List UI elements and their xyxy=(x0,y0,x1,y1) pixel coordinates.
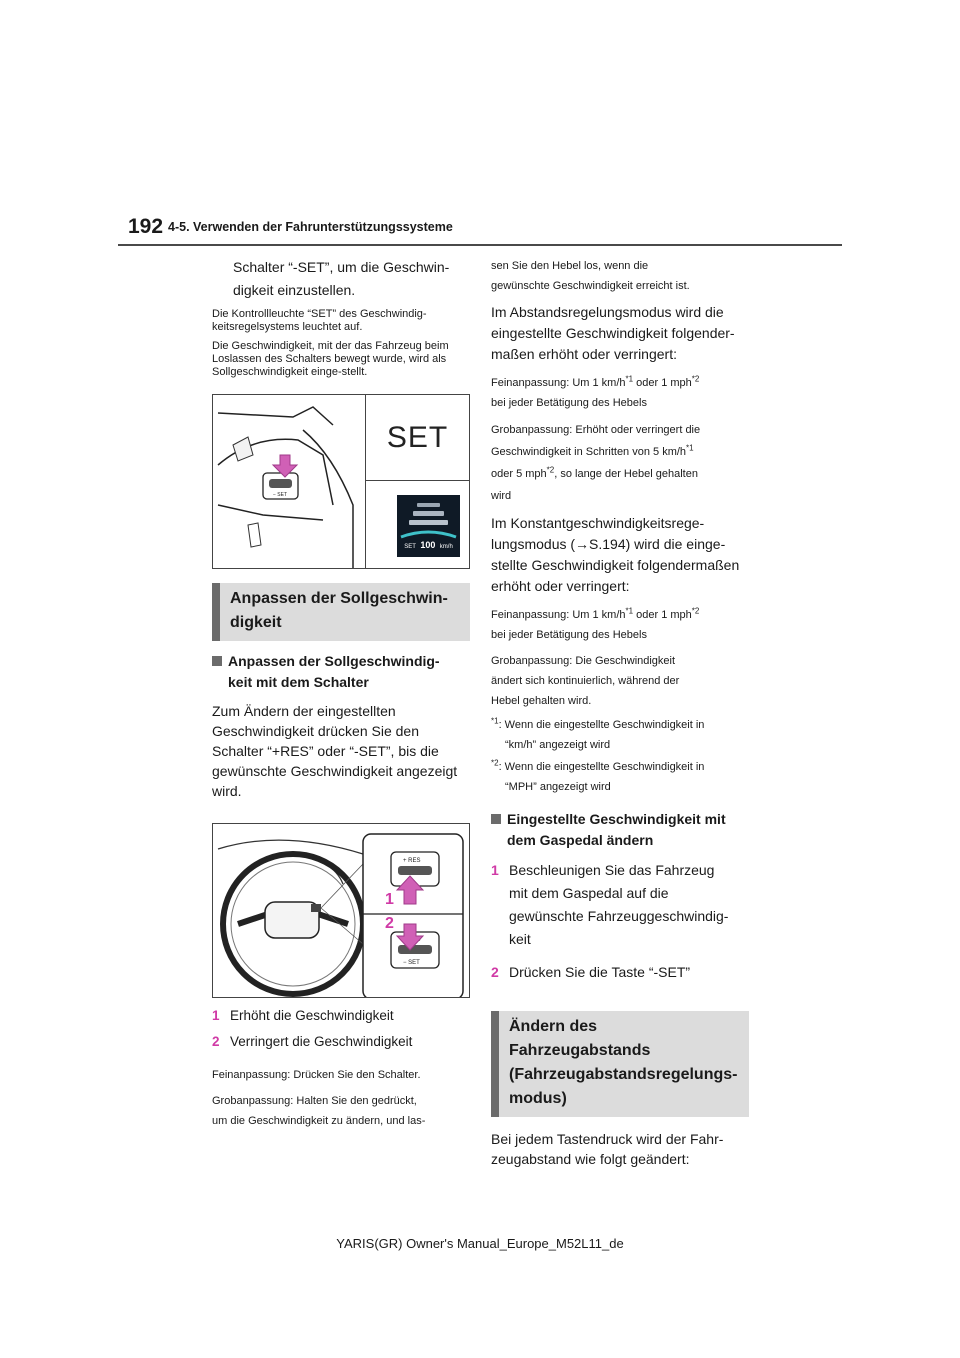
fine3-sup1: *1 xyxy=(625,606,634,616)
step-2-text: Drücken Sie die Taste “-SET” xyxy=(509,964,691,980)
fig2-top-switch-plus: + RES xyxy=(403,858,421,864)
subhead-1-line-2: keit mit dem Schalter xyxy=(228,674,369,690)
coarse2-b: Geschwindigkeit in Schritten von 5 km/h xyxy=(491,446,687,458)
coarse2-sup1: *1 xyxy=(686,443,694,453)
set-label: SET xyxy=(386,420,449,454)
cont-line-1: sen Sie den Hebel los, wenn die xyxy=(491,260,649,272)
box2-line-3: modus) xyxy=(509,1090,567,1107)
square-bullet-icon xyxy=(491,814,501,824)
fine3-c: bei jeder Betätigung des Hebels xyxy=(491,629,647,641)
step-1-line-2: mit dem Gaspedal auf die xyxy=(509,885,669,901)
fine2-a: Feinanpassung: Um 1 km/h xyxy=(491,377,626,389)
intro-line-1: Schalter “-SET”, um die Geschwin- xyxy=(233,259,450,275)
fine-adjust-distance xyxy=(491,373,749,413)
fine2-sup2: *2 xyxy=(691,374,700,384)
intro-line-2: digkeit einzustellen. xyxy=(233,282,356,298)
step-2 xyxy=(491,961,749,983)
item-1-text: Erhöht die Geschwindigkeit xyxy=(230,1008,394,1023)
coarse-1-line-1: Grobanpassung: Halten Sie den gedrückt, xyxy=(212,1095,417,1107)
coarse-adjust-distance xyxy=(491,419,749,507)
step-2-number: 2 xyxy=(491,964,499,980)
footer-manual-id: YARIS(GR) Owner's Manual_Europe_M52L11_de xyxy=(336,1236,624,1251)
step-1-number: 1 xyxy=(491,862,499,878)
fn2-a: : Wenn die eingestellte Geschwindigkeit in xyxy=(498,761,705,773)
fine3-sup2: *2 xyxy=(691,606,700,616)
fine2-c: bei jeder Betätigung des Hebels xyxy=(491,397,647,409)
coarse-adjust-switch xyxy=(212,1091,470,1131)
set-display xyxy=(366,395,469,481)
note-set-speed: Die Geschwindigkeit, mit der das Fahrzeug beim Loslassen des Schalters bewegt wurde, wird als Sollgeschwindigkeit einge-stellt. xyxy=(212,340,449,378)
header-rule xyxy=(118,244,842,246)
meter-speed: 100 xyxy=(420,540,436,550)
fn2-mark: *2 xyxy=(491,758,499,768)
item-2-number: 2 xyxy=(212,1034,220,1049)
meter-unit: km/h xyxy=(439,544,453,550)
subhead-adjust-with-switch xyxy=(212,651,470,693)
para-change-speed: Zum Ändern der eingestellten Geschwindigkeit drücken Sie den Schalter “+RES” oder “-SET”, bis die gewünschte Geschwindigkeit angezeigt wird. xyxy=(212,703,458,799)
square-bullet-icon xyxy=(212,656,222,666)
coarse-continued xyxy=(491,256,749,296)
para-distance-mode: Im Abstandsregelungsmodus wird die eingestellte Geschwindigkeit folgender-maßen erhöht oder verringert: xyxy=(491,304,735,362)
coarse3-b: ändert sich kontinuierlich, während der xyxy=(491,675,680,687)
figure-set-switch xyxy=(212,394,470,569)
section-box-distance xyxy=(491,1011,749,1117)
fine2-sup1: *1 xyxy=(625,374,634,384)
section-box-title-line-2: digkeit xyxy=(230,614,282,631)
figure-res-set-switch xyxy=(212,823,470,998)
fine-adjust-constant xyxy=(491,605,749,645)
step-1-line-4: keit xyxy=(509,931,531,947)
intro-text xyxy=(212,256,470,302)
coarse2-a: Grobanpassung: Erhöht oder verringert die xyxy=(491,424,701,436)
section-box-title-line-1: Anpassen der Sollgeschwin- xyxy=(230,590,448,607)
item-2-text: Verringert die Geschwindigkeit xyxy=(230,1034,413,1049)
footnote-2 xyxy=(491,757,749,797)
right-column xyxy=(491,256,749,1169)
step-1 xyxy=(491,859,749,951)
step-1-line-1: Beschleunigen Sie das Fahrzeug xyxy=(509,862,715,878)
coarse2-c: oder 5 mph xyxy=(491,468,547,480)
coarse3-a: Grobanpassung: Die Geschwindigkeit xyxy=(491,655,676,667)
note-indicator: Die Kontrollleuchte “SET” des Geschwindig-keitsregelsystems leuchtet auf. xyxy=(212,308,427,333)
para4-line-1: Bei jedem Tastendruck wird der Fahr- xyxy=(491,1131,724,1147)
box2-line-1: Ändern des Fahrzeugabstands xyxy=(509,1018,651,1059)
para-distance-change xyxy=(491,1129,749,1169)
section-heading: 4-5. Verwenden der Fahrunterstützungssysteme xyxy=(168,220,453,234)
section-box-adjust-speed xyxy=(212,583,470,641)
meter-readout xyxy=(397,535,460,553)
fine3-a: Feinanpassung: Um 1 km/h xyxy=(491,609,626,621)
footnote-1 xyxy=(491,715,749,755)
coarse3-c: Hebel gehalten wird. xyxy=(491,695,592,707)
left-column xyxy=(212,256,470,1131)
coarse2-e: wird xyxy=(491,490,512,502)
fn1-a: : Wenn die eingestellte Geschwindigkeit in xyxy=(498,719,705,731)
item-increase xyxy=(212,1005,470,1027)
steering-wheel-illustration xyxy=(213,824,469,997)
steering-switch-illustration xyxy=(213,395,363,568)
fig2-switch-minus: − SET xyxy=(403,960,420,966)
para-constant-mode: Im Konstantgeschwindigkeitsrege-lungsmodus (→S.194) wird die einge-stellte Geschwindigkeit folgendermaßen erhöht oder verringert: xyxy=(491,515,740,594)
subhead-accelerator-pedal xyxy=(491,809,749,851)
fine-adjust-switch: Feinanpassung: Drücken Sie den Schalter. xyxy=(212,1069,421,1081)
fine2-b: oder 1 mph xyxy=(633,377,692,389)
fine3-b: oder 1 mph xyxy=(633,609,692,621)
item-decrease xyxy=(212,1031,470,1053)
fn2-b: “MPH” angezeigt wird xyxy=(505,781,611,793)
fig1-switch-minus: − SET xyxy=(273,492,288,498)
road-lanes-icon xyxy=(397,499,460,539)
box2-line-2: (Fahrzeugabstandsregelungs- xyxy=(509,1066,738,1083)
callout-2: 2 xyxy=(385,915,394,932)
callout-1: 1 xyxy=(385,891,394,908)
coarse2-d: , so lange der Hebel gehalten xyxy=(554,468,698,480)
page-number: 192 xyxy=(128,215,164,238)
meter-set: SET xyxy=(404,544,416,550)
step-1-line-3: gewünschte Fahrzeuggeschwindig- xyxy=(509,908,729,924)
coarse2-sup2: *2 xyxy=(546,465,555,475)
fn1-b: “km/h” angezeigt wird xyxy=(505,739,611,751)
coarse-adjust-constant xyxy=(491,651,749,711)
subhead-1-line-1: Anpassen der Sollgeschwindig- xyxy=(228,653,440,669)
subhead-2-line-1: Eingestellte Geschwindigkeit mit xyxy=(507,811,726,827)
coarse-1-line-2: um die Geschwindigkeit zu ändern, und las- xyxy=(212,1115,426,1127)
subhead-2-line-2: dem Gaspedal ändern xyxy=(507,832,654,848)
meter-display xyxy=(397,495,460,557)
fn1-mark: *1 xyxy=(491,716,499,726)
cont-line-2: gewünschte Geschwindigkeit erreicht ist. xyxy=(491,280,690,292)
para4-line-2: zeugabstand wie folgt geändert: xyxy=(491,1151,690,1167)
item-1-number: 1 xyxy=(212,1008,220,1023)
